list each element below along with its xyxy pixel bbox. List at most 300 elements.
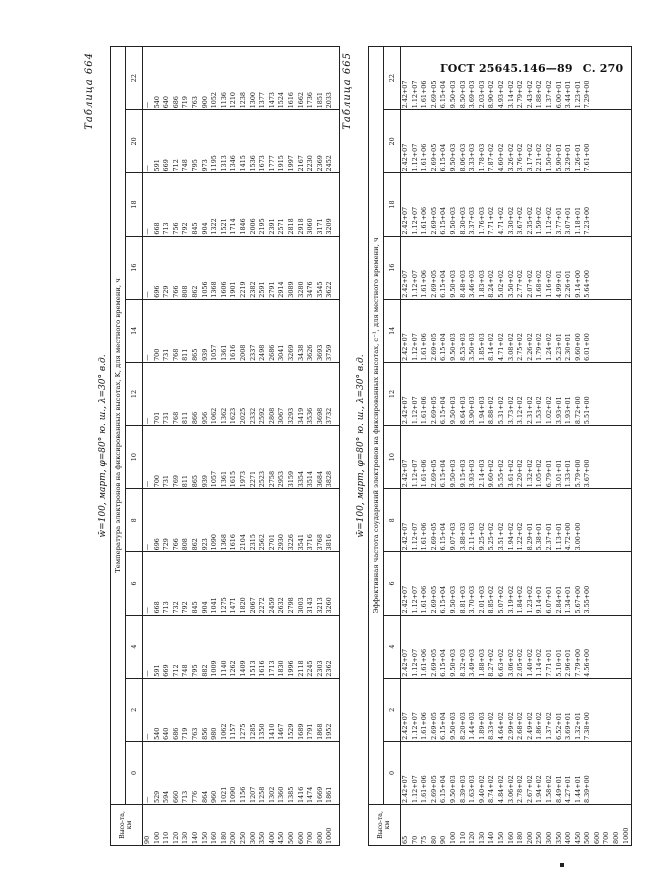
- altitude-value: 800: [612, 831, 621, 844]
- cell-value: 3260: [325, 597, 334, 614]
- cell-value: 2271: [248, 470, 257, 488]
- data-column: [143, 489, 340, 552]
- cell-value: 1689: [296, 723, 305, 740]
- cell-value: 2272: [258, 597, 267, 614]
- cell-value: 1.14+02: [535, 648, 544, 677]
- cell-value: 2758: [267, 470, 276, 488]
- cell-value: 5.90+01: [554, 143, 563, 172]
- cell-value: 3.14+02: [506, 80, 515, 109]
- cell-value: 8.29+01: [525, 522, 534, 551]
- cell-value: 5.10+01: [554, 648, 563, 677]
- altitude-value: 65: [401, 835, 409, 844]
- cell-value: 1.88+02: [535, 80, 544, 109]
- cell-value: 3.12+02: [516, 396, 525, 425]
- cell-value: 1.61+06: [420, 775, 429, 803]
- cell-value: 3226: [286, 534, 295, 551]
- cell-value: 2571: [277, 218, 286, 235]
- cell-value: 3.67+02: [516, 206, 525, 235]
- cell-value: 3438: [296, 344, 305, 361]
- cell-value: 1.32+02: [525, 459, 534, 488]
- cell-value: 3.69+01: [564, 712, 573, 740]
- cell-value: 1536: [248, 155, 257, 172]
- cell-value: 1.16+02: [544, 270, 553, 298]
- cell-value: 1.37+02: [544, 80, 553, 109]
- cell-value: 939: [200, 475, 209, 488]
- cell-value: 1090: [210, 534, 219, 551]
- cell-value: 1302: [267, 786, 276, 803]
- cell-value: —: [143, 354, 151, 361]
- altitude-value: 350: [258, 831, 267, 844]
- cell-value: 1513: [248, 660, 257, 677]
- cell-value: 865: [190, 348, 199, 361]
- cell-value: 2.77+02: [516, 270, 525, 298]
- altitude-value: 700: [306, 831, 315, 844]
- cell-value: 3293: [286, 407, 295, 425]
- cell-value: 3159: [286, 470, 295, 488]
- cell-value: 686: [171, 96, 180, 109]
- cell-value: 4.72+00: [564, 522, 573, 551]
- page-number: С. 270: [582, 62, 624, 75]
- cell-value: 3.01+01: [554, 459, 563, 488]
- cell-value: 6.15+04: [439, 585, 448, 614]
- cell-value: 5.25+02: [487, 522, 496, 551]
- cell-value: 1997: [286, 155, 295, 172]
- cell-value: 1616: [258, 660, 267, 677]
- cell-value: 2.42+07: [401, 143, 409, 172]
- cell-value: 3003: [296, 597, 305, 614]
- column-header: 2: [384, 678, 401, 741]
- altitude-value: 300: [544, 831, 553, 844]
- cell-value: 1606: [219, 281, 228, 298]
- table-supheader: Температура электронов на фиксированных высотах, K, для местного времени, ч: [111, 47, 126, 805]
- cell-value: —: [143, 733, 151, 740]
- cell-value: 864: [200, 790, 209, 803]
- cell-value: 1529: [286, 723, 295, 740]
- cell-value: 1056: [200, 281, 209, 298]
- cell-value: 6.15+04: [439, 522, 448, 551]
- cell-value: 9.50+03: [448, 270, 457, 298]
- cell-value: 2798: [286, 597, 295, 614]
- cell-value: 3.00+00: [573, 522, 582, 551]
- altitude-value: 300: [248, 831, 257, 844]
- cell-value: 686: [171, 727, 180, 740]
- data-column: [401, 173, 632, 236]
- cell-value: 9.50+03: [448, 648, 457, 677]
- cell-value: —: [143, 291, 151, 298]
- altitude-column: [401, 805, 632, 846]
- cell-value: 2.67+02: [525, 775, 534, 803]
- cell-value: 3.37+03: [468, 206, 477, 235]
- cell-value: 6.07+01: [544, 585, 553, 614]
- cell-value: 1.84+02: [516, 585, 525, 614]
- cell-value: 594: [162, 790, 171, 803]
- cell-value: 769: [171, 475, 180, 488]
- cell-value: 4.71+02: [496, 333, 505, 361]
- cell-value: 1616: [229, 534, 238, 551]
- cell-value: 731: [162, 348, 171, 361]
- cell-value: 2167: [296, 155, 305, 172]
- cell-value: 6.15+04: [439, 143, 448, 172]
- cell-value: 808: [181, 538, 190, 551]
- altitude-value: 200: [229, 831, 238, 844]
- altitude-header: Высо-та, км: [111, 805, 143, 846]
- altitude-value: 200: [525, 831, 534, 844]
- cell-value: 2523: [258, 470, 267, 488]
- cell-value: 2.14+03: [477, 459, 486, 488]
- data-column: [401, 615, 632, 678]
- standard-number: ГОСТ 25645.146—89: [440, 62, 573, 75]
- cell-value: 768: [171, 348, 180, 361]
- cell-value: 1.40+02: [525, 648, 534, 677]
- cell-value: 1322: [210, 218, 219, 235]
- data-column: [401, 236, 632, 299]
- cell-value: 701: [152, 411, 161, 425]
- cell-value: 3269: [286, 344, 295, 361]
- data-column: [143, 615, 340, 678]
- cell-value: 3.46+03: [468, 270, 477, 298]
- cell-value: 8.06+03: [458, 143, 467, 172]
- cell-value: 980: [210, 727, 219, 740]
- cell-value: 1.12+07: [410, 333, 419, 361]
- cell-value: 2.26+02: [525, 333, 534, 361]
- cell-value: 4.60+02: [496, 143, 505, 172]
- cell-value: 1.89+03: [477, 712, 486, 740]
- cell-value: 923: [200, 538, 209, 551]
- table-body-row: [401, 47, 632, 846]
- altitude-value: 150: [496, 831, 505, 844]
- cell-value: 1.50+02: [544, 143, 553, 172]
- cell-value: 8.85+02: [487, 585, 496, 614]
- cell-value: 1673: [258, 155, 267, 172]
- altitude-value: 90: [439, 835, 448, 844]
- cell-value: 2.69+05: [429, 712, 438, 740]
- cell-value: 6.15+04: [439, 775, 448, 803]
- cell-value: 1.61+06: [420, 333, 429, 361]
- cell-value: 2.69+05: [429, 522, 438, 551]
- cell-value: 3209: [325, 218, 334, 235]
- cell-value: 1.61+06: [420, 585, 429, 614]
- cell-value: 1.61+06: [420, 80, 429, 109]
- altitude-value: 500: [286, 831, 295, 844]
- cell-value: 1300: [248, 92, 257, 109]
- cell-value: 5.38+01: [535, 522, 544, 551]
- cell-value: —: [143, 101, 151, 109]
- cell-value: 8.81+03: [458, 585, 467, 614]
- cell-value: 7.38+00: [583, 712, 592, 740]
- cell-value: 2.75+02: [516, 333, 525, 361]
- cell-value: 2219: [238, 281, 247, 298]
- cell-value: 1.12+07: [410, 648, 419, 677]
- cell-value: 8.48+03: [458, 270, 467, 298]
- cell-value: —: [143, 228, 151, 235]
- cell-value: 1.12+07: [410, 143, 419, 172]
- cell-value: 4.84+02: [496, 775, 505, 803]
- cell-value: 2391: [267, 218, 276, 235]
- cell-value: 9.60+02: [487, 459, 496, 488]
- cell-value: 8.39+00: [583, 775, 592, 803]
- column-header: 20: [126, 110, 143, 173]
- cell-value: 2.84+01: [554, 585, 563, 614]
- cell-value: 3.50+02: [506, 270, 515, 298]
- cell-value: 7.79+00: [573, 648, 582, 677]
- cell-value: 8.49+01: [554, 775, 563, 803]
- cell-value: 9.50+03: [448, 80, 457, 109]
- cell-value: 6.15+04: [439, 333, 448, 361]
- cell-value: 6.63+02: [496, 648, 505, 677]
- cell-value: 3.30+02: [506, 206, 515, 235]
- altitude-value: 600: [592, 831, 601, 844]
- cell-value: 731: [162, 411, 171, 425]
- cell-value: 668: [152, 222, 161, 235]
- data-column: [143, 110, 340, 173]
- cell-value: 2459: [267, 597, 276, 614]
- cell-value: 1.12+07: [410, 80, 419, 109]
- cell-value: 5.64+00: [583, 270, 592, 298]
- cell-value: 3828: [325, 470, 334, 488]
- cell-value: 1.76+03: [477, 206, 486, 235]
- cell-value: 1346: [229, 155, 238, 172]
- column-header: 18: [126, 173, 143, 236]
- cell-value: 2.42+07: [401, 206, 409, 235]
- cell-value: 2.69+05: [429, 143, 438, 172]
- cell-value: 719: [181, 727, 190, 740]
- data-column: [143, 741, 340, 804]
- altitude-value: 450: [573, 831, 582, 844]
- cell-value: 1.23+02: [525, 585, 534, 614]
- bullet-mark: [560, 863, 564, 867]
- cell-value: 640: [162, 96, 171, 109]
- cell-value: 2.79+02: [516, 80, 525, 109]
- cell-value: 2.96+01: [564, 648, 573, 677]
- cell-value: 3171: [315, 218, 324, 235]
- cell-value: 6.15+04: [439, 396, 448, 425]
- cell-value: 1157: [229, 723, 238, 740]
- cell-value: 1471: [229, 597, 238, 614]
- cell-value: 2.69+05: [429, 775, 438, 803]
- cell-value: 1521: [219, 218, 228, 235]
- altitude-value: 130: [181, 831, 190, 844]
- cell-value: 1.13+01: [554, 522, 563, 551]
- cell-value: 3.77+01: [554, 206, 563, 235]
- cell-value: 2104: [238, 534, 247, 551]
- cell-value: 1021: [219, 786, 228, 803]
- cell-value: 1.63+03: [468, 775, 477, 803]
- data-column: [401, 678, 632, 741]
- cell-value: —: [143, 165, 151, 172]
- cell-value: 3.67+00: [583, 459, 592, 488]
- cell-value: 6.52+01: [554, 712, 563, 740]
- cell-value: 3514: [306, 470, 315, 488]
- cell-value: 7.61+00: [583, 143, 592, 172]
- cell-value: 3716: [306, 534, 315, 551]
- cell-value: 1.79+02: [535, 333, 544, 361]
- cell-value: 1410: [267, 723, 276, 740]
- cell-value: 960: [210, 790, 219, 803]
- cell-value: 904: [200, 222, 209, 235]
- cell-value: 3354: [296, 470, 305, 488]
- cell-value: 713: [162, 601, 171, 614]
- cell-value: 1736: [306, 92, 315, 109]
- cell-value: 973: [200, 159, 209, 172]
- cell-value: 669: [162, 664, 171, 677]
- cell-value: 9.07+03: [448, 522, 457, 551]
- cell-value: —: [143, 796, 151, 803]
- cell-value: 1996: [286, 660, 295, 677]
- cell-value: 2025: [238, 407, 247, 425]
- cell-value: 1474: [306, 786, 315, 803]
- cell-value: 3.88+03: [458, 522, 467, 551]
- cell-value: 2.69+05: [429, 206, 438, 235]
- cell-value: 1409: [238, 660, 247, 677]
- cell-value: 1.12+07: [410, 522, 419, 551]
- cell-value: 1851: [315, 92, 324, 109]
- cell-value: 8.90+02: [487, 80, 496, 109]
- cell-value: 700: [152, 348, 161, 361]
- cell-value: 5.79+00: [573, 459, 582, 488]
- altitude-header: Высо-та, км: [369, 805, 401, 846]
- cell-value: —: [143, 417, 151, 425]
- column-header: 22: [384, 47, 401, 110]
- cell-value: 2791: [267, 281, 276, 298]
- cell-value: 3.51+02: [496, 522, 505, 551]
- cell-value: 1.23+01: [573, 80, 582, 109]
- cell-value: 776: [190, 790, 199, 803]
- column-header: 10: [126, 426, 143, 489]
- altitude-value: 1000: [621, 827, 630, 844]
- cell-value: 3.93+03: [468, 459, 477, 488]
- cell-value: 729: [162, 285, 171, 298]
- cell-value: 1616: [286, 92, 295, 109]
- cell-value: 1.12+07: [410, 459, 419, 488]
- cell-value: 1.94+02: [535, 775, 544, 803]
- cell-value: 8.24+02: [487, 270, 496, 298]
- cell-value: 2452: [325, 155, 334, 172]
- cell-value: 713: [162, 222, 171, 235]
- column-header: 0: [384, 741, 401, 804]
- cell-value: 2.42+07: [401, 333, 409, 361]
- cell-value: 8.88+02: [487, 396, 496, 425]
- cell-value: 1057: [210, 470, 219, 488]
- cell-value: 3626: [306, 344, 315, 361]
- cell-value: 3280: [296, 281, 305, 298]
- cell-value: 1.86+02: [535, 712, 544, 740]
- cell-value: 1285: [248, 723, 257, 740]
- column-header: 14: [126, 299, 143, 362]
- cell-value: 3.69+03: [468, 80, 477, 109]
- data-column: [143, 362, 340, 425]
- cell-value: 669: [162, 159, 171, 172]
- cell-value: 1.12+02: [544, 206, 553, 235]
- cell-value: 1.78+03: [477, 143, 486, 172]
- cell-value: 1915: [277, 155, 286, 172]
- cell-value: 1.61+06: [420, 522, 429, 551]
- data-column: [401, 362, 632, 425]
- cell-value: 7.23+00: [583, 206, 592, 235]
- cell-value: 9.50+03: [448, 396, 457, 425]
- table-title: w̄=100, март, φ=80° ю. ш., λ=30° в.д.: [356, 354, 366, 538]
- cell-value: 939: [200, 348, 209, 361]
- data-column: [401, 47, 632, 110]
- cell-value: 7.29+00: [583, 80, 592, 109]
- cell-value: 1616: [229, 344, 238, 361]
- cell-value: 792: [181, 601, 190, 614]
- cell-value: 6.00+01: [554, 80, 563, 109]
- cell-value: 2.07+02: [525, 270, 534, 298]
- cell-value: 2006: [248, 218, 257, 235]
- cell-value: 9.40+02: [477, 775, 486, 803]
- cell-value: 668: [152, 601, 161, 614]
- cell-value: 9.50+03: [448, 143, 457, 172]
- cell-value: 2.49+02: [525, 712, 534, 740]
- cell-value: 2369: [315, 155, 324, 172]
- cell-value: 3541: [296, 534, 305, 551]
- cell-value: 811: [181, 348, 190, 361]
- cell-value: 2118: [296, 660, 305, 677]
- cell-value: 2.42+07: [401, 80, 409, 109]
- table-label: Таблица 664: [84, 52, 95, 130]
- cell-value: 3545: [315, 281, 324, 298]
- cell-value: 1714: [229, 218, 238, 235]
- cell-value: 865: [190, 475, 199, 488]
- cell-value: 766: [171, 538, 180, 551]
- column-header: 0: [126, 741, 143, 804]
- cell-value: 5.02+02: [496, 270, 505, 298]
- cell-value: 8.32+03: [458, 648, 467, 677]
- table-664: [84, 46, 344, 846]
- cell-value: 862: [190, 538, 199, 551]
- cell-value: 1.61+06: [420, 648, 429, 677]
- cell-value: 2.37+01: [544, 522, 553, 551]
- cell-value: 1415: [238, 155, 247, 172]
- cell-value: 2195: [258, 218, 267, 235]
- cell-value: 1.32+01: [573, 712, 582, 740]
- cell-value: 8.30+03: [458, 206, 467, 235]
- cell-value: 1090: [229, 786, 238, 803]
- cell-value: 1.61+06: [420, 712, 429, 740]
- cell-value: 3536: [306, 407, 315, 425]
- cell-value: 808: [181, 285, 190, 298]
- cell-value: 3.93+01: [554, 396, 563, 425]
- cell-value: 1791: [306, 723, 315, 740]
- cell-value: —: [143, 480, 151, 488]
- cell-value: 1.83+03: [477, 270, 486, 298]
- column-header: 4: [126, 615, 143, 678]
- cell-value: 2914: [277, 281, 286, 298]
- altitude-value: 180: [219, 831, 228, 844]
- cell-value: 2.69+05: [429, 80, 438, 109]
- altitude-value: 140: [487, 831, 496, 844]
- cell-value: 811: [181, 411, 190, 425]
- cell-value: 3143: [306, 597, 315, 614]
- altitude-value: 120: [468, 831, 477, 844]
- cell-value: 3.07+01: [564, 206, 573, 235]
- cell-value: 2382: [248, 281, 257, 298]
- altitude-value: 80: [429, 835, 438, 844]
- cell-value: 1361: [219, 344, 228, 361]
- cell-value: 1238: [238, 92, 247, 109]
- cell-value: 660: [171, 790, 180, 803]
- data-column: [401, 299, 632, 362]
- cell-value: 2562: [258, 534, 267, 551]
- cell-value: 7.87+02: [487, 143, 496, 172]
- cell-value: 3060: [306, 218, 315, 235]
- cell-value: 4.99+01: [554, 270, 563, 298]
- cell-value: 3684: [315, 470, 324, 488]
- cell-value: 1.18+01: [573, 206, 582, 235]
- cell-value: 712: [171, 159, 180, 172]
- cell-value: 696: [152, 538, 161, 551]
- cell-value: 3816: [325, 534, 334, 551]
